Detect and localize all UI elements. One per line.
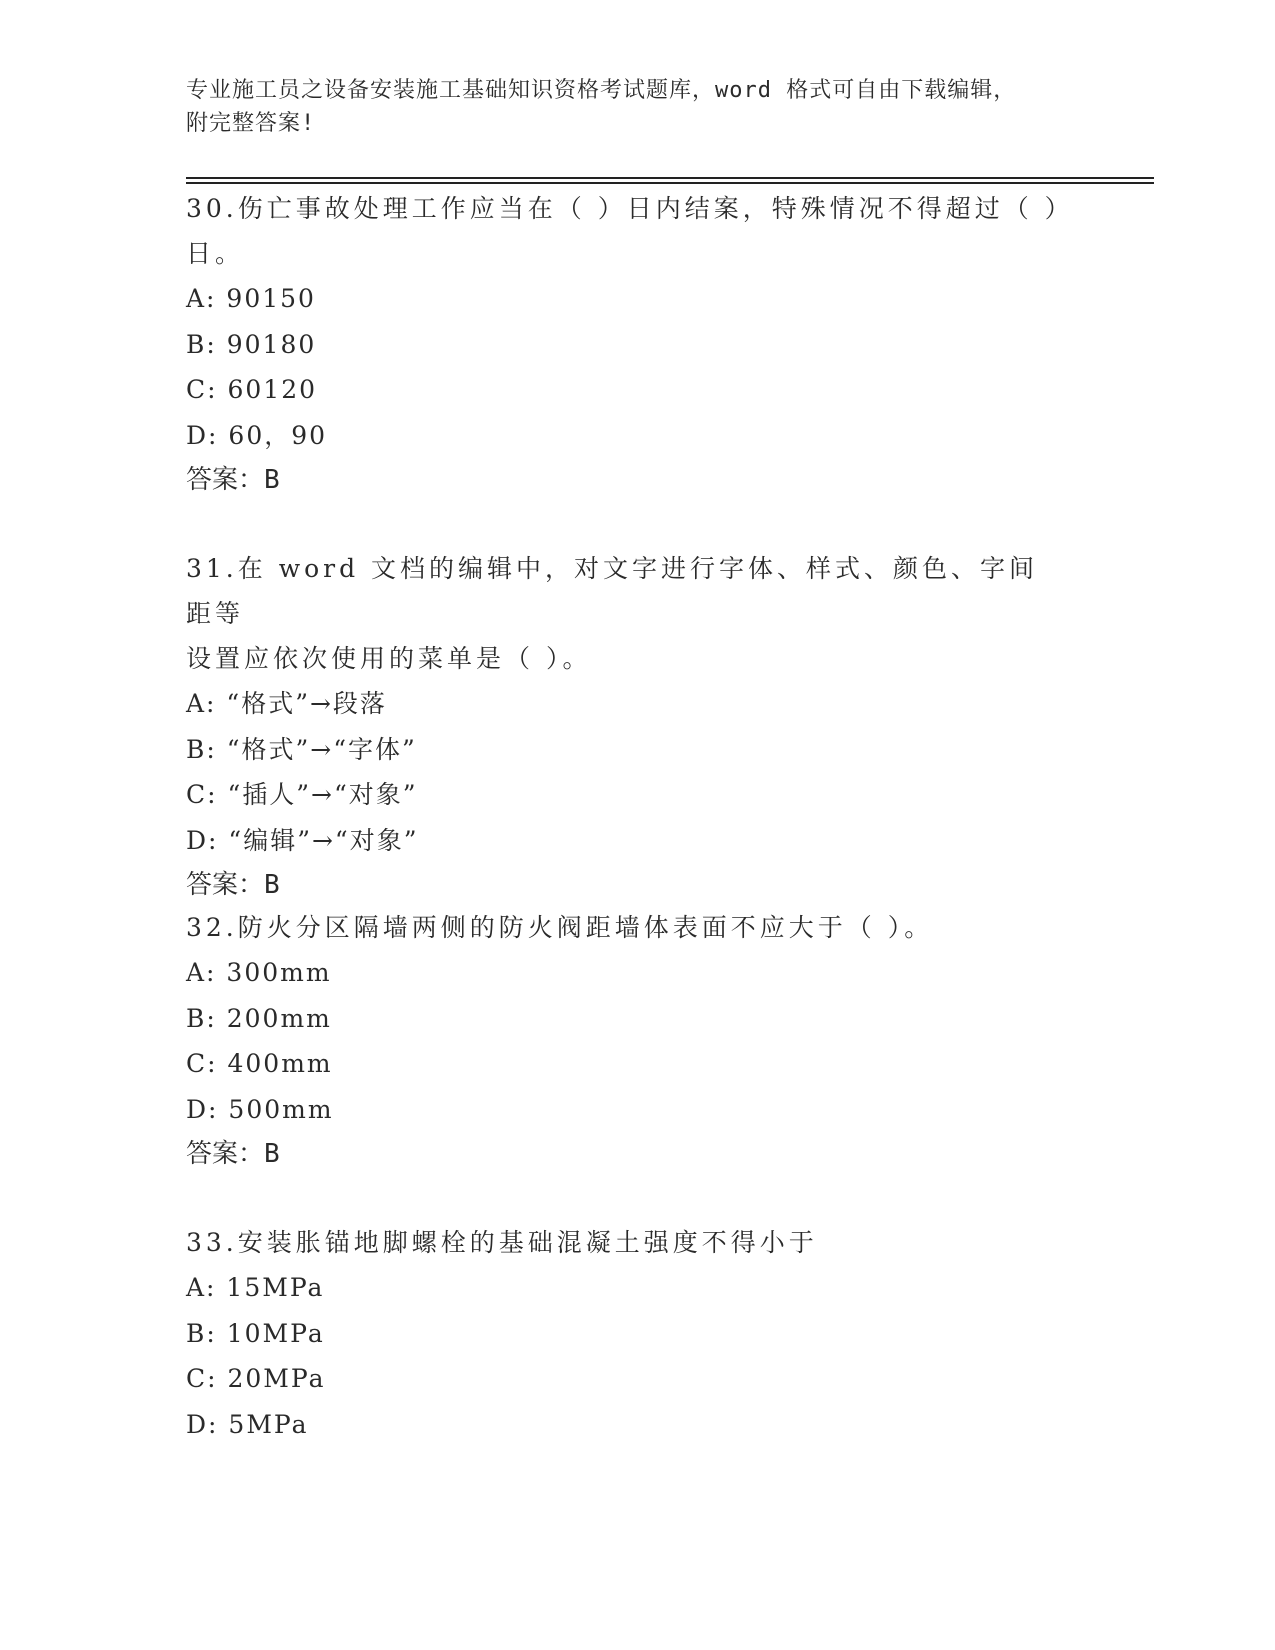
question-stem-line-1: 31.在 word 文档的编辑中，对文字进行字体、样式、颜色、字间距等 — [186, 554, 1039, 628]
question-stem-line-1: 32.防火分区隔墙两侧的防火阀距墙体表面不应大于（ ）。 — [186, 913, 934, 942]
question-stem-line-2: 设置应依次使用的菜单是（ ）。 — [186, 644, 592, 673]
header-divider-top — [186, 177, 1154, 179]
question-33 — [186, 1220, 1066, 1447]
question-32 — [186, 905, 1066, 1177]
header-divider-bottom — [186, 182, 1154, 184]
header-line-1: 专业施工员之设备安装施工基础知识资格考试题库，word 格式可自由下载编辑， — [186, 78, 1017, 103]
option-b: B: 200mm — [186, 1003, 332, 1033]
header-line-2: 附完整答案! — [186, 111, 316, 136]
question-stem-line-2: 日。 — [186, 239, 245, 268]
option-d: D: 60，90 — [186, 420, 328, 450]
option-c: C: 60120 — [186, 375, 318, 405]
option-d: D: 5MPa — [186, 1409, 309, 1439]
answer-line: 答案：B — [186, 870, 280, 901]
option-a: A: “格式”→段落 — [186, 689, 387, 718]
option-a: A: 90150 — [186, 284, 316, 313]
option-a: A: 300mm — [186, 958, 332, 987]
question-stem-line-1: 30.伤亡事故处理工作应当在（ ）日内结案，特殊情况不得超过（ ） — [186, 194, 1074, 223]
answer-line: 答案：B — [186, 1139, 280, 1170]
option-d: D: “编辑”→“对象” — [186, 825, 419, 855]
question-31 — [186, 546, 1066, 908]
option-b: B: 90180 — [186, 329, 317, 359]
option-d: D: 500mm — [186, 1094, 334, 1124]
answer-line: 答案：B — [186, 465, 280, 496]
document-header — [186, 74, 1066, 140]
option-c: C: 20MPa — [186, 1364, 326, 1394]
option-a: A: 15MPa — [186, 1273, 325, 1302]
option-b: B: 10MPa — [186, 1318, 325, 1348]
question-30 — [186, 186, 1074, 503]
option-b: B: “格式”→“字体” — [186, 734, 417, 764]
question-stem-line-1: 33.安装胀锚地脚螺栓的基础混凝土强度不得小于 — [186, 1228, 818, 1257]
option-c: C: 400mm — [186, 1049, 333, 1079]
option-c: C: “插人”→“对象” — [186, 780, 418, 810]
